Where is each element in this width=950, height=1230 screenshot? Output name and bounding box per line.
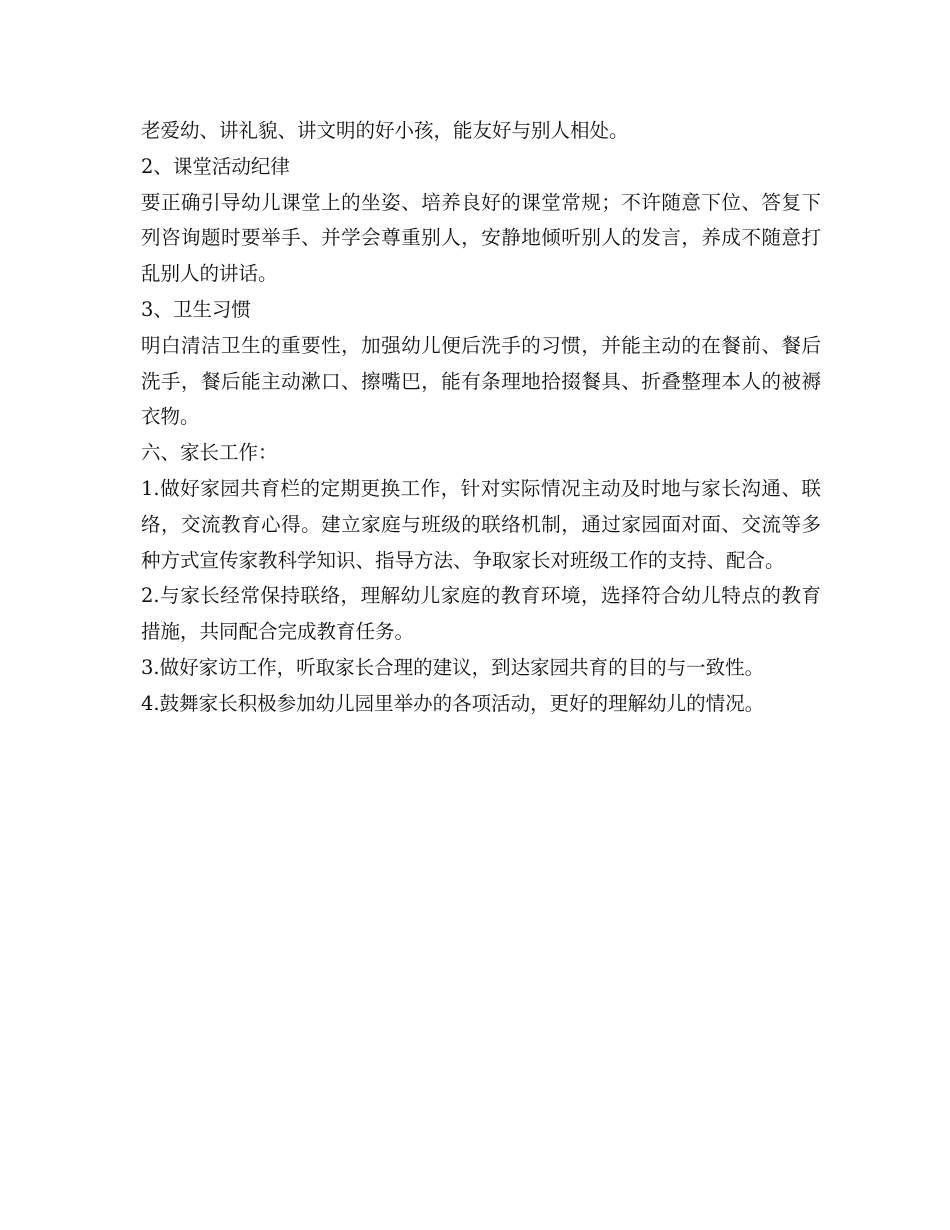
document-body xyxy=(141,113,821,722)
paragraph-classroom-discipline: 要正确引导幼儿课堂上的坐姿、培养良好的课堂常规；不许随意下位、答复下列咨询题时要举手、并学会尊重别人，安静地倾听别人的发言，养成不随意打乱别人的讲话。 xyxy=(141,190,821,286)
list-item-parent-work-3: 3.做好家访工作，听取家长合理的建议，到达家园共育的目的与一致性。 xyxy=(141,655,765,679)
paragraph-continuation: 老爱幼、讲礼貌、讲文明的好小孩，能友好与别人相处。 xyxy=(141,119,629,142)
paragraph-hygiene-habits: 明白清洁卫生的重要性，加强幼儿便后洗手的习惯，并能主动的在餐前、餐后洗手，餐后能主动漱口、擦嘴巴，能有条理地拾掇餐具、折叠整理本人的被褥衣物。 xyxy=(141,333,821,429)
heading-hygiene-habits: 3、卫生习惯 xyxy=(141,297,251,321)
list-item-parent-work-1: 1.做好家园共育栏的定期更换工作，针对实际情况主动及时地与家长沟通、联络，交流教育心得。建立家庭与班级的联络机制，通过家园面对面、交流等多种方式宣传家教科学知识、指导方法、争取家长对班级工作的支持、配合。 xyxy=(141,476,821,572)
list-item-parent-work-4: 4.鼓舞家长积极参加幼儿园里举办的各项活动，更好的理解幼儿的情况。 xyxy=(141,691,765,715)
heading-parent-work: 六、家长工作： xyxy=(141,441,278,465)
list-item-parent-work-2: 2.与家长经常保持联络，理解幼儿家庭的教育环境，选择符合幼儿特点的教育措施，共同配合完成教育任务。 xyxy=(141,584,821,644)
heading-classroom-discipline: 2、课堂活动纪律 xyxy=(141,154,290,178)
